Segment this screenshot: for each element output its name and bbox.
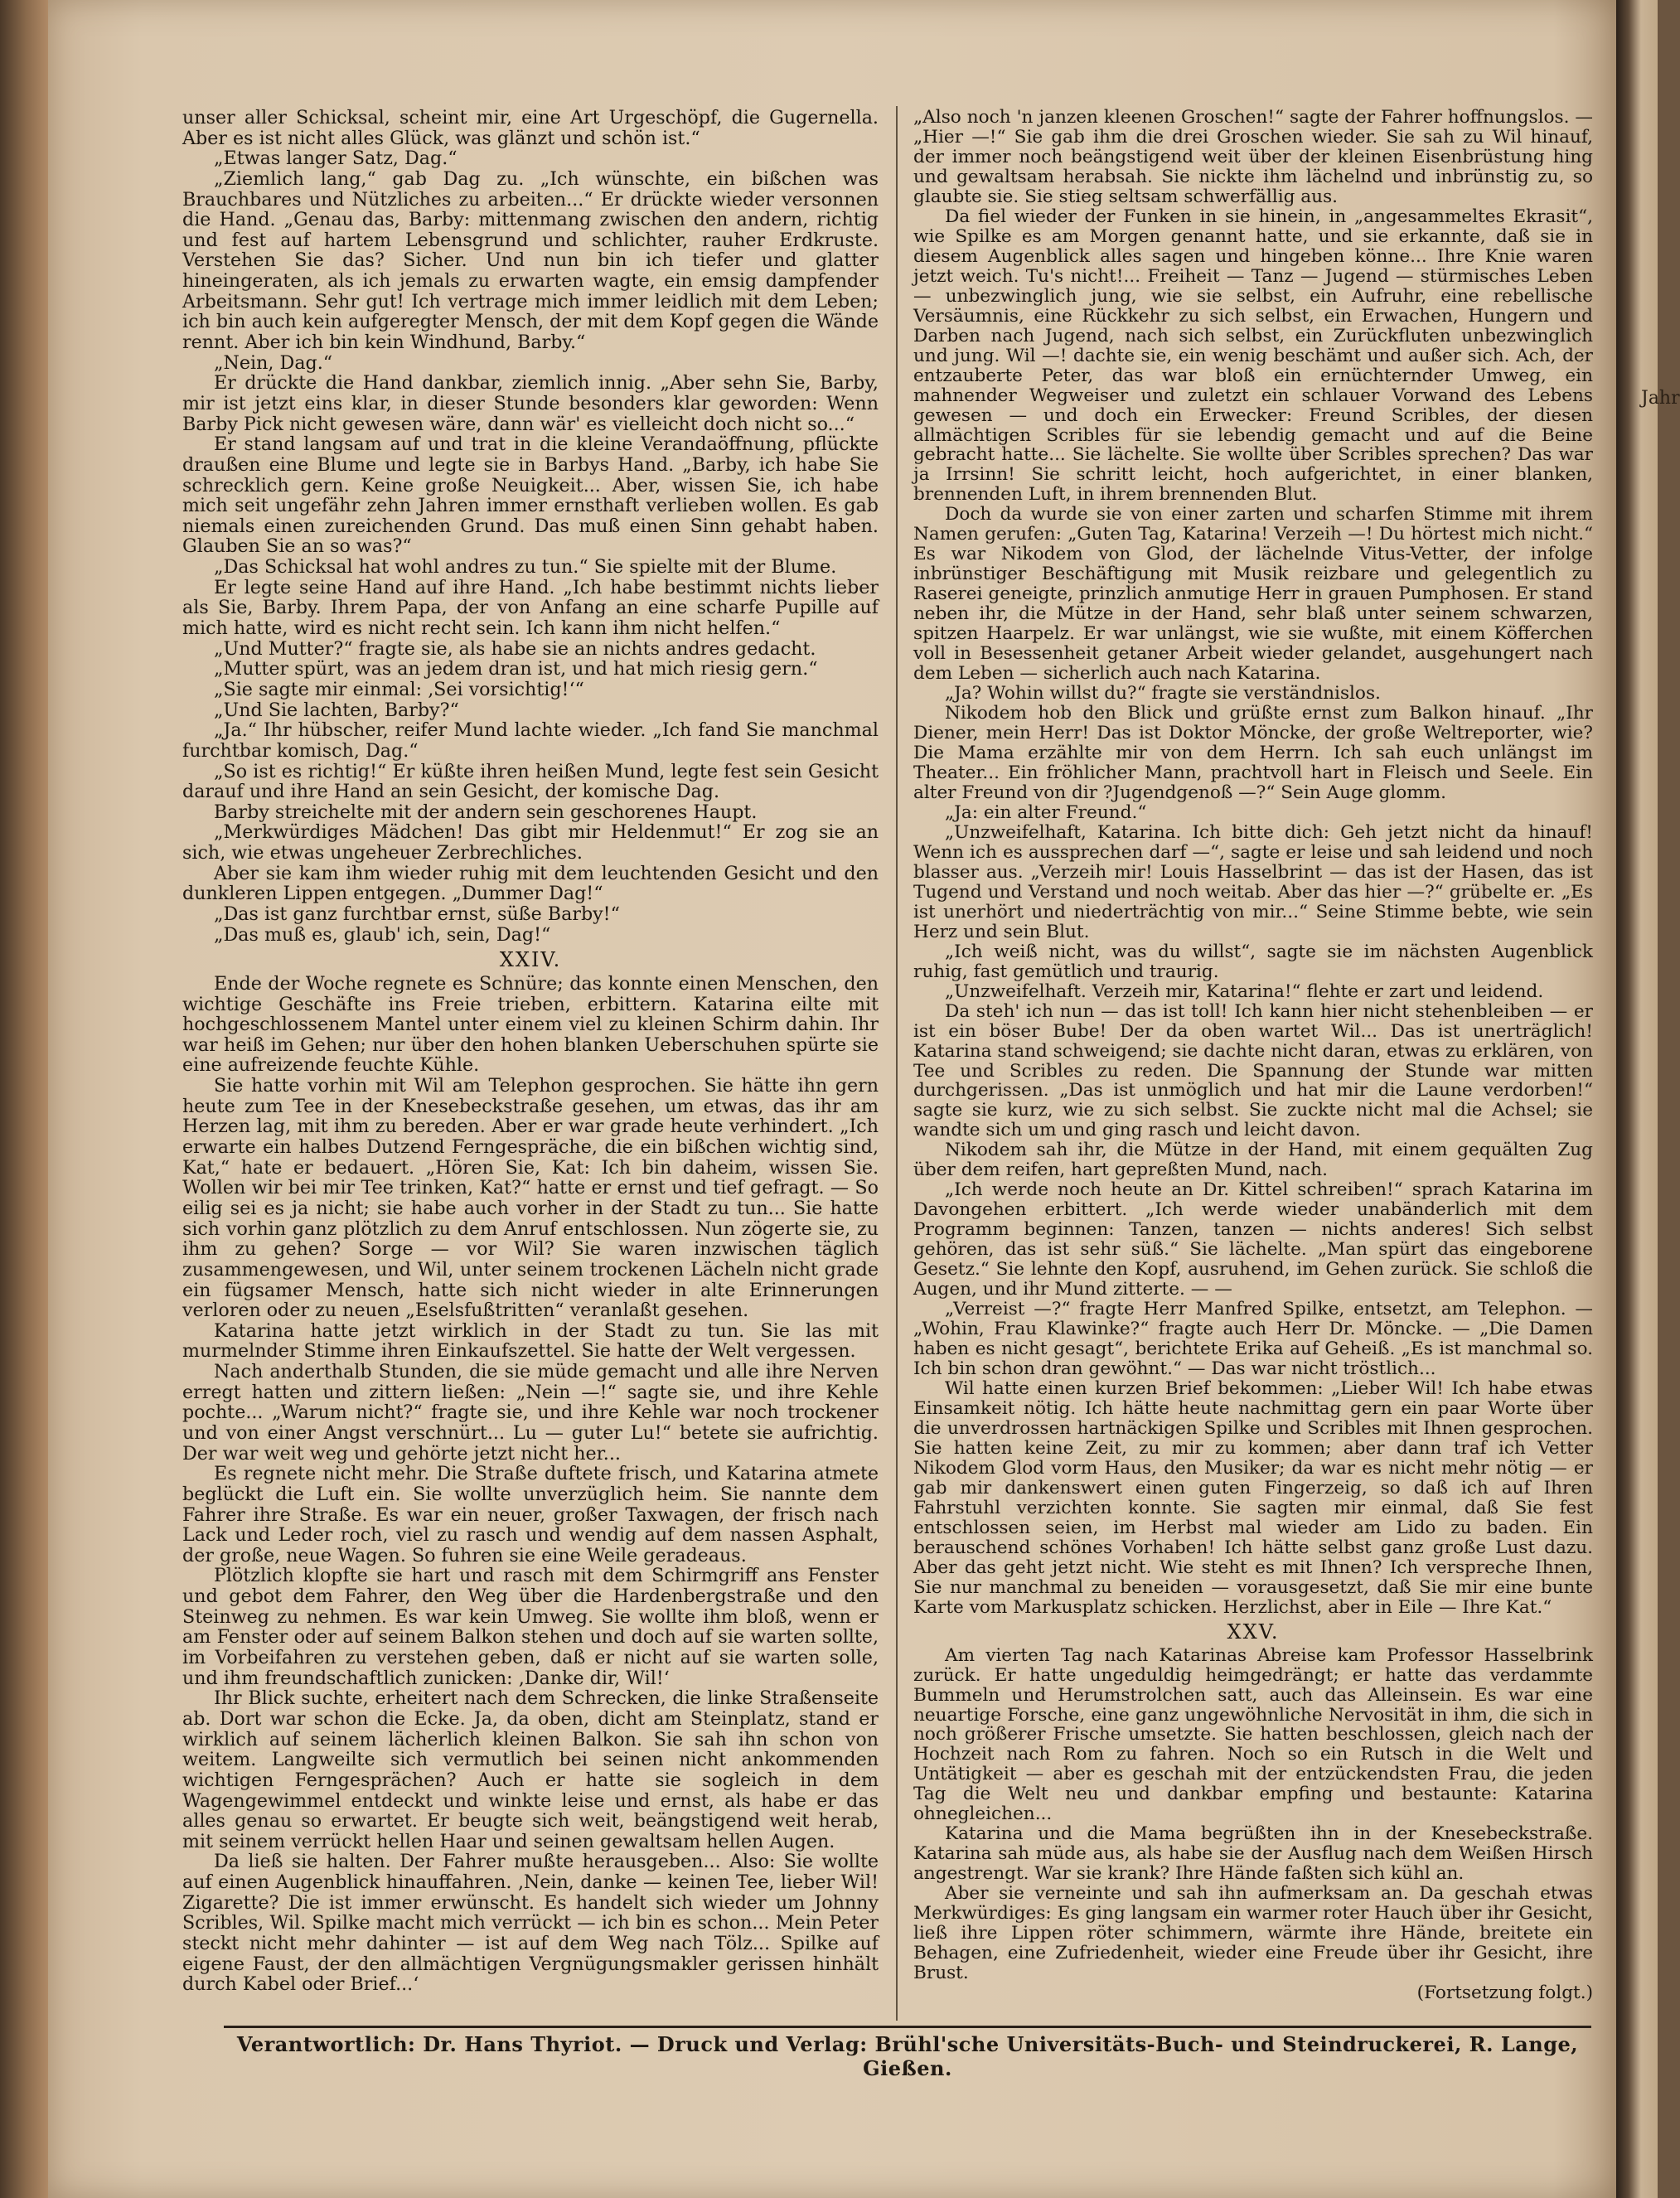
paragraph: Nikodem hob den Blick und grüßte ernst zum Balkon hinauf. „Ihr Diener, mein Herr! Das ist Doktor Möncke, der große Weltreporter, wie? Die Mama erzählte mir von dem Herrn. Ich sah euch unlängst im Theater... Ein fröhlicher Mann, prachtvoll hart in Fleisch und Seele. Ein alter Freund von dir ?Jugendgenoß —?“ Sein Auge glomm. <box>913 703 1593 803</box>
paragraph: unser aller Schicksal, scheint mir, eine Art Urgeschöpf, die Gugernella. Aber es ist nicht alles Glück, was glänzt und schön ist.“ <box>182 107 879 149</box>
column-divider <box>896 106 898 2021</box>
paragraph: Ihr Blick suchte, erheitert nach dem Schrecken, die linke Straßenseite ab. Dort war schon die Ecke. Ja, da oben, dicht am Steinplatz, stand er wirklich auf seinem lächerlich kleinen Balkon. Sie sah ihn schon von weitem. Langweilte sich vermutlich bei seinen nicht ankommenden wichtigen Ferngesprächen? Auch er hatte sie sogleich in dem Wagengewimmel entdeckt und winkte leise und ernst, als habe er das alles genau so erwartet. Er beugte sich weit, beängstigend weit herab, mit seinem verrückt hellen Haar und seinen gewaltsam hellen Augen. <box>182 1687 879 1852</box>
paragraph: „Sie sagte mir einmal: ‚Sei vorsichtig!‘“ <box>214 678 584 700</box>
left-column <box>182 108 879 1995</box>
paragraph: „Ich werde noch heute an Dr. Kittel schreiben!“ sprach Katarina im Davongehen erbittert. „Ich werde wieder unabänderlich mit dem Programm beginnen: Tanzen, tanzen — nichts anderes! Sich selbst gehören, das ist sehr süß.“ Sie lächelte. „Man spürt das eingeborene Gesetz.“ Sie lehnte den Kopf, ausruhend, im Gehen zurück. Sie schloß die Augen, und ihr Mund zitterte. — — <box>913 1179 1593 1300</box>
chapter-heading: XXIV. <box>499 948 562 972</box>
imprint-line: Verantwortlich: Dr. Hans Thyriot. — Druck und Verlag: Brühl'sche Universitäts-Buch- und Steindruckerei, R. Lange, Gießen. <box>236 2032 1579 2080</box>
paragraph: Am vierten Tag nach Katarinas Abreise kam Professor Hasselbrink zurück. Er hatte ungeduldig heimgedrängt; er hatte das verdammte Bummeln und Herumstrolchen satt, auch das Alleinsein. Es war eine neuartige Forsche, eine ganz ungewöhnliche Nervosität in ihm, die sich in noch größerer Frische umsetzte. Sie hatten beschlossen, gleich nach der Hochzeit nach Rom zu fahren. Noch so ein Rutsch in die Welt und Untätigkeit — aber es geschah mit der entzückendsten Frau, die jeden Tag die Welt neu und dankbar empfing und bestaunte: Katarina ohnegleichen... <box>913 1644 1593 1825</box>
paragraph: „So ist es richtig!“ Er küßte ihren heißen Mund, legte fest sein Gesicht darauf und ihre Hand an sein Gesicht, der komische Dag. <box>182 760 879 803</box>
chapter-heading: XXV. <box>1227 1619 1280 1644</box>
paragraph: Ende der Woche regnete es Schnüre; das konnte einen Menschen, den wichtige Geschäfte ins Freie trieben, erbittern. Katarina eilte mit hochgeschlossenem Mantel unter einem viel zu kleinen Schirm dahin. Ihr war heiß im Gehen; nur über den hohen blanken Ueberschuhen spürte sie eine aufreizende feuchte Kühle. <box>182 972 879 1077</box>
adjacent-page-edge <box>1616 0 1680 2198</box>
paragraph: Sie hatte vorhin mit Wil am Telephon gesprochen. Sie hätte ihn gern heute zum Tee in der Knesebeckstraße gesehen, um etwas, das ihr am Herzen lag, mit ihm zu bereden. Aber er war grade heute verhindert. „Ich erwarte ein halbes Dutzend Ferngespräche, die ein bißchen wichtig sind, Kat,“ hate er bedauert. „Hören Sie, Kat: Ich bin daheim, wissen Sie. Wollen wir bei mir Tee trinken, Kat?“ hatte er ernst und tief gefragt. — So eilig sei es ja nicht; sie habe auch vorher in der Stadt zu tun... Sie hatte sich vorhin ganz plötzlich zu dem Anruf entschlossen. Nun zögerte sie, zu ihm zu gehen? Sorge — vor Wil? Sie waren inzwischen täglich zusammengewesen, und Wil, unter seinem trockenen Lächeln nicht grade ein fügsamer Mensch, hatte sich nicht wieder in alte Erinnerungen verloren oder zu neuen „Eselsfußtritten“ veranlaßt gesehen. <box>182 1075 879 1322</box>
paragraph: „Und Mutter?“ fragte sie, als habe sie an nichts andres gedacht. <box>214 637 816 660</box>
paragraph: Da steh' ich nun — das ist toll! Ich kann hier nicht stehenbleiben — er ist ein böser Bube! Der da oben wartet Wil... Das ist unerträglich! Katarina stand schweigend; sie dachte nicht daran, etwas zu erklären, von Tee und Scribles zu reden. Die Spannung der Stunde war mitten durchgerissen. „Das ist unmöglich und hat mir die Laune verdorben!“ sagte sie kurz, wie zu sich selbst. Sie zuckte nicht mal die Achsel; sie wandte sich um und ging rasch und leicht davon. <box>913 1000 1593 1141</box>
paragraph: Doch da wurde sie von einer zarten und scharfen Stimme mit ihrem Namen gerufen: „Guten Tag, Katarina! Verzeih —! Du hörtest mich nicht.“ Es war Nikodem von Glod, der lächelnde Vitus-Vetter, der infolge inbrünstiger Beschäftigung mit Musik reizbare und gelegentlich zu Raserei geneigte, prinzlich anmutige Herr in grauen Pumphosen. Er stand neben ihr, die Mütze in der Hand, sehr blaß unter seinem schwarzen, spitzen Haarpelz. Er war unlängst, wie sie wußte, mit einem Köfferchen voll in Besessenheit getaner Arbeit wieder gelandet, ausgehungert nach dem Leben — sicherlich auch nach Katarina. <box>913 504 1593 685</box>
paragraph: „Und Sie lachten, Barby?“ <box>214 699 459 721</box>
paragraph: „Nein, Dag.“ <box>214 351 333 374</box>
paragraph: Katarina und die Mama begrüßten ihn in der Knesebeckstraße. Katarina sah müde aus, als habe sie der Ausflug nach dem Weißen Hirsch angestrengt. War sie krank? Ihre Hände faßten sich kühl an. <box>913 1823 1593 1885</box>
paragraph: „Ich weiß nicht, was du willst“, sagte sie im nächsten Augenblick ruhig, fast gemütlich und traurig. <box>913 941 1593 982</box>
paragraph: Nach anderthalb Stunden, die sie müde gemacht und alle ihre Nerven erregt hatten und zittern ließen: „Nein —!“ sagte sie, und ihre Kehle pochte... „Warum nicht?“ fragte sie, und ihre Kehle war noch trockener und von einer Angst verschnürt... Lu — guter Lu!“ betete sie aufrichtig. Der war weit weg und gehörte jetzt nicht her... <box>182 1361 879 1465</box>
paragraph: Da fiel wieder der Funken in sie hinein, in „angesammeltes Ekrasit“, wie Spilke es am Morgen genannt hatte, und sie erkannte, daß sie in diesem Augenblick alles sagen und hingeben könne... Ihre Knie waren jetzt weich. Tu's nicht!... Freiheit — Tanz — Jugend — stürmisches Leben — unbezwinglich jung, wie sie selbst, ein Aufruhr, eine rebellische Versäumnis, eine Rückkehr zu sich selbst, ein Erwachen, Hungern und Darben nach Jugend, nach sich selbst, ein Zurückfluten unbezwinglich und jung. Wil —! dachte sie, ein wenig beschämt und außer sich. Ach, der entzauberte Peter, das war bloß ein ernüchternder Umweg, ein mahnender Wegweiser und zuletzt ein schlauer Vorwand des Lebens gewesen — und doch ein Erwecker: Freund Scribles, der diesen allmächtigen Scribles für sie lebendig gemacht und auf die Beine gebracht hatte... Sie lächelte. Sie wollte über Scribles sprechen? Das war ja Irrsinn! Sie schritt leicht, hoch aufgerichtet, in einer blanken, brennenden Luft, in ihrem brennenden Blut. <box>913 206 1593 506</box>
paragraph: „Das ist ganz furchtbar ernst, süße Barby!“ <box>214 903 620 925</box>
paragraph: Da ließ sie halten. Der Fahrer mußte herausgeben... Also: Sie wollte auf einen Augenblick hinauffahren. ‚Nein, danke — keinen Tee, lieber Wil! Zigarette? Die ist immer erwünscht. Es handelt sich wieder um Johnny Scribles, Wil. Spilke macht mich verrückt — ich bin es schon... Mein Peter steckt nicht mehr dahinter — ist auf dem Weg nach Tölz... Spilke auf eigene Faust, der den allmächtigen Vergnügungsmakler gerissen hinhält durch Kabel oder Brief...‘ <box>182 1851 879 1996</box>
paragraph: „Unzweifelhaft, Katarina. Ich bitte dich: Geh jetzt nicht da hinauf! Wenn ich es aussprechen darf —“, sagte er leise und sah leidend und noch blasser aus. „Verzeih mir! Louis Hasselbrint — das ist der Hasen, das ist Tugend und Verstand und noch weitab. Aber das hier —?“ grübelte er. „Es ist unerhört und niederträchtig von mir...“ Seine Stimme bebte, wie sein Herz und sein Blut. <box>913 821 1593 942</box>
paragraph: „Also noch 'n janzen kleenen Groschen!“ sagte der Fahrer hoffnungslos. — „Hier —!“ Sie gab ihm die drei Groschen wieder. Sie sah zu Wil hinauf, der immer noch beängstigend weit über der kleinen Eisenbrüstung hing und gewaltsam herabsah. Sie nickte ihm lächelnd und inbrünstig zu, so glaubte sie. Sie stieg seltsam schwerfällig aus. <box>913 107 1593 207</box>
paragraph: Wil hatte einen kurzen Brief bekommen: „Lieber Wil! Ich habe etwas Einsamkeit nötig. Ich hätte heute nachmittag gern ein paar Worte über die unverdrossen hartnäckigen Spilke und Scribles mit Ihnen gesprochen. Sie hatten keine Zeit, zu mir zu kommen; aber dann traf ich Vetter Nikodem Glod vorm Haus, den Musiker; da war es nicht mehr nötig — er gab mir dankenswert einen guten Fingerzeig, so daß ich auf Ihren Fahrstuhl verzichten konnte. Sie sagten mir einmal, daß Sie fest entschlossen seien, im Herbst mal wieder am Lido zu baden. Ein berauschend schönes Vorhaben! Ich hätte selbst ganz große Lust dazu. Aber das geht jetzt nicht. Wie steht es mit Ihnen? Ich verspreche Ihnen, Sie nur manchmal zu beneiden — vorausgesetzt, daß Sie mir eine bunte Karte vom Markusplatz schicken. Herzlichst, aber in Eile — Ihre Kat.“ <box>913 1378 1593 1618</box>
paragraph: „Ja.“ Ihr hübscher, reifer Mund lachte wieder. „Ich fand Sie manchmal furchtbar komisch, Dag.“ <box>182 719 879 762</box>
paragraph: Aber sie kam ihm wieder ruhig mit dem leuchtenden Gesicht und den dunkleren Lippen entgegen. „Dummer Dag!“ <box>182 862 879 905</box>
paragraph: Katarina hatte jetzt wirklich in der Stadt zu tun. Sie las mit murmelnder Stimme ihren Einkaufszettel. Sie hatte der Welt vergessen. <box>182 1319 879 1363</box>
paragraph: „Etwas langer Satz, Dag.“ <box>214 148 458 170</box>
paragraph: „Das Schicksal hat wohl andres zu tun.“ Sie spielte mit der Blume. <box>214 556 837 579</box>
edge-fragment: Jahr <box>1641 388 1680 409</box>
paragraph: „Unzweifelhaft. Verzeih mir, Katarina!“ flehte er zart und leidend. <box>945 980 1544 1002</box>
paragraph: „Verreist —?“ fragte Herr Manfred Spilke, entsetzt, am Telephon. — „Wohin, Frau Klawinke?“ fragte auch Herr Dr. Möncke. — „Die Damen haben es nicht gesagt“, berichtete Erika auf Geheiß. „Es ist manchmal so. Ich bin schon dran gewöhnt.“ — Das war nicht tröstlich... <box>913 1299 1593 1380</box>
paragraph: Er legte seine Hand auf ihre Hand. „Ich habe bestimmt nichts lieber als Sie, Barby. Ihrem Papa, der von Anfang an eine scharfe Pupille auf mich hatte, wird es nicht recht sein. Ich kann ihm nicht helfen.“ <box>182 576 879 640</box>
paragraph: „Ja? Wohin willst du?“ fragte sie verständnislos. <box>945 683 1381 704</box>
right-column <box>913 108 1593 2003</box>
paragraph: „Mutter spürt, was an jedem dran ist, und hat mich riesig gern.“ <box>214 658 818 680</box>
paragraph: „Das muß es, glaub' ich, sein, Dag!“ <box>214 923 551 946</box>
imprint-rule <box>224 2026 1591 2028</box>
continuation-note: (Fortsetzung folgt.) <box>1416 1983 1593 2004</box>
paragraph: Er drückte die Hand dankbar, ziemlich innig. „Aber sehn Sie, Barby, mir ist jetzt eins klar, in dieser Stunde besonders klar geworden: Wenn Barby Pick nicht gewesen wäre, dann wär' es vielleicht doch nicht so...“ <box>182 372 879 435</box>
paragraph: Aber sie verneinte und sah ihn aufmerksam an. Da geschah etwas Merkwürdiges: Es ging langsam ein warmer roter Hauch über ihr Gesicht, ließ ihre Lippen röter schimmern, wärmte ihre Hände, breitete ein Behagen, eine Zufriedenheit, wieder eine Freude über ihr Gesicht, ihre Brust. <box>913 1883 1593 1984</box>
paragraph: Barby streichelte mit der andern sein geschorenes Haupt. <box>214 801 758 823</box>
paragraph: Nikodem sah ihr, die Mütze in der Hand, mit einem gequälten Zug über dem reifen, hart gepreßten Mund, nach. <box>913 1140 1593 1181</box>
book-binding <box>0 0 48 2198</box>
paragraph: Er stand langsam auf und trat in die kleine Verandaöffnung, pflückte draußen eine Blume und legte sie in Barbys Hand. „Barby, ich habe Sie schrecklich gern. Keine große Neuigkeit... Aber, wissen Sie, ich habe mich seit ungefähr zehn Jahren immer ernsthaft verlieben wollen. Es gab niemals einen zureichenden Grund. Das muß einen Sinn gehabt haben. Glauben Sie an so was?“ <box>182 433 879 558</box>
paragraph: „Merkwürdiges Mädchen! Das gibt mir Heldenmut!“ Er zog sie an sich, wie etwas ungeheuer Zerbrechliches. <box>182 821 879 864</box>
paragraph: „Ja: ein alter Freund.“ <box>945 801 1147 823</box>
paragraph: Plötzlich klopfte sie hart und rasch mit dem Schirmgriff ans Fenster und gebot dem Fahrer, den Weg über die Hardenbergstraße und den Steinweg zu nehmen. Es war kein Umweg. Sie wollte ihm bloß, wenn er am Fenster oder auf seinem Balkon stehen und doch auf sie warten sollte, im Vorbeifahren zu verstehen geben, daß er nicht auf sie warten solle, und ihm freundschaftlich zunicken: ‚Danke dir, Wil!‘ <box>182 1565 879 1689</box>
paragraph: Es regnete nicht mehr. Die Straße duftete frisch, und Katarina atmete beglückt die Luft ein. Sie wollte unverzüglich heim. Sie nannte dem Fahrer ihre Straße. Es war ein neuer, großer Taxwagen, der frisch nach Lack und Leder roch, viel zu rasch und wendig auf dem nassen Asphalt, der große, neue Wagen. So fuhren sie eine Weile geradeaus. <box>182 1463 879 1566</box>
paragraph: „Ziemlich lang,“ gab Dag zu. „Ich wünschte, ein bißchen was Brauchbares und Nützliches zu arbeiten...“ Er drückte wieder versonnen die Hand. „Genau das, Barby: mittenmang zwischen den andern, richtig und fest auf hartem Lebensgrund und schlichter, rauher Erdkruste. Verstehen Sie das? Sicher. Und nun bin ich tiefer und glatter hineingeraten, als ich jemals zu erwarten wagte, ein emsig dampfender Arbeitsmann. Sehr gut! Ich vertrage mich immer leidlich mit dem Leben; ich bin auch kein aufgeregter Mensch, der mit dem Kopf gegen die Wände rennt. Aber ich bin kein Windhund, Barby.“ <box>182 167 879 354</box>
